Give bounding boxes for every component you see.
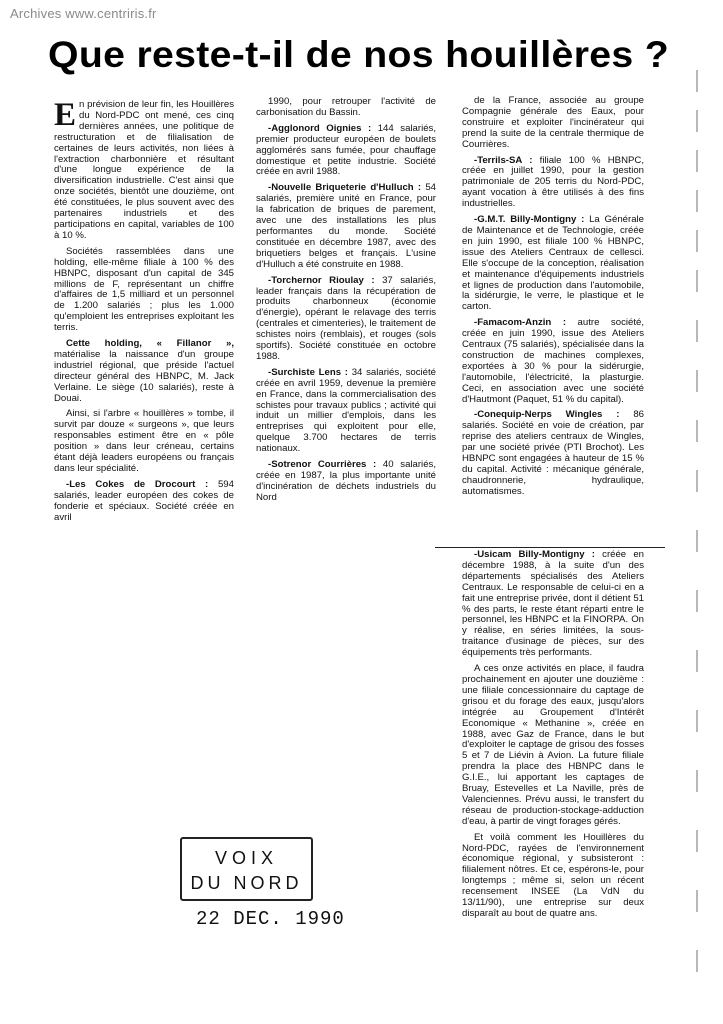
article-paragraph — [462, 410, 644, 497]
company-name-lead: -Torchernor Rioulay : — [268, 274, 375, 286]
article-paragraph — [462, 156, 644, 211]
paragraph-text: 37 salariés, leader français dans la récupération de produits charbonneux (économie d'énergie), opérant le relavage des terris (centrales et cimenteries), le traitement de schistes noirs (remblais), et rouges (sols sportifs). Société constituée en octobre 1988. — [256, 274, 436, 362]
paragraph-text: 34 salariés, société créée en avril 1959, devenue la première en France, dans la commercialisation des schistes pour travaux publics ; activité qui induit un millier d'emplois, dans les entreprises qui exploitent pour elle, quelque 3.700 hectares de terris nationaux. — [256, 366, 436, 455]
margin-mark — [696, 230, 698, 252]
newspaper-stamp — [180, 837, 313, 901]
paragraph-text: Ainsi, si l'arbre « houillères » tombe, il survit par douze « surgeons », que leurs responsables estiment être en « pôle position » dans leur créneau, certains étant déjà leaders européens ou français dans leur spécialité. — [54, 408, 234, 474]
article-column-1 — [54, 97, 234, 524]
paragraph-text: 54 salariés, première unité en France, pour la fabrication de briques de parement, avec une des installations les plus performantes du monde. Société constituée en décembre 1987, avec des briquetiers belges et français. L'usine d'Hulluch a été construite en 1988. — [256, 182, 436, 270]
margin-mark — [696, 70, 698, 92]
paragraph-text: La Générale de Maintenance et de Technologie, créée en juin 1990, est filiale 100 % HBNPC, issue des Ateliers Centraux de cellesci. Elle s'occupe de la conception, réalisation et maintenance d'équipements industriels et lignes de production dans l'automobile, la sidérurgie, le verre, le plastique et le carton. — [462, 214, 644, 313]
margin-mark — [696, 270, 698, 292]
article-column-3 — [462, 96, 644, 498]
company-name-lead: -Nouvelle Briqueterie d'Hulluch : — [268, 182, 422, 194]
paragraph-text: 1990, pour retrouper l'activité de carbonisation du Bassin. — [256, 96, 436, 118]
paragraph-text: créée en décembre 1988, à la suite d'un des départements spécialisés des Ateliers Centraux. Le responsable de celui-ci en a fait une entreprise privée, dont il détient 51 % des parts, le reste étant réparti entre le personnel, les HBNPC et la FINORPA. On y réalise, en séries limitées, la sous-traitance d'usinage de pièces, sur des équipements très performants. — [462, 549, 644, 659]
drop-cap-letter: E — [54, 97, 77, 133]
paragraph-text: filiale 100 % HBNPC, créée en juillet 1990, pour la gestion patrimoniale de 205 terris du Nord-PDC, ayant vocation à être utilisés à des fins industrielles. — [462, 154, 645, 210]
margin-mark — [696, 470, 698, 492]
company-name-lead: Cette holding, « Fillanor », — [66, 338, 234, 350]
company-name-lead: -Famacom-Anzin : — [474, 317, 567, 329]
margin-mark — [696, 830, 698, 852]
paragraph-text: matérialise la naissance d'un groupe industriel régional, que préside l'actuel directeur général des HBNPC, M. Jack Verlaine. Le siège (10 salariés), reste à Douai. — [54, 348, 234, 404]
paragraph-text: 40 salariés, créée en 1987, la plus importante unité d'incinération de déchets industriels du Nord — [256, 459, 436, 503]
article-column-3-continued — [462, 550, 644, 920]
company-name-lead: -Les Cokes de Drocourt : — [66, 478, 209, 490]
paragraph-text: 144 salariés, premier producteur européen de boulets agglomérés sans fumée, pour chauffage domestique et petite industrie. Société créée en avril 1988. — [256, 122, 436, 178]
company-name-lead: -Agglonord Oignies : — [268, 122, 372, 134]
margin-mark — [696, 420, 698, 442]
margin-mark — [696, 650, 698, 672]
margin-mark — [696, 530, 698, 552]
article-paragraph — [256, 460, 436, 504]
article-paragraph — [54, 409, 234, 474]
paragraph-text: 86 salariés. Société en voie de création, par reprise des ateliers centraux de Wingles, par une société privée (PTI Brochot). Les HBNPC sont engagées à hauteur de 15 % du capital. Activité : mécanique générale, chaudronnerie, hydraulique, automatismes. — [462, 409, 644, 497]
margin-mark — [696, 590, 698, 612]
margin-mark — [696, 770, 698, 792]
article-paragraph — [54, 97, 234, 242]
paragraph-text: de la France, associée au groupe Compagnie générale des Eaux, pour construire et exploiter l'incinérateur qui prend la suite de la centrale thermique de Courrières. — [462, 95, 644, 150]
margin-mark — [696, 110, 698, 132]
margin-mark — [696, 710, 698, 732]
company-name-lead: -Usicam Billy-Montigny : — [474, 549, 595, 560]
stamp-date: 22 DEC. 1990 — [196, 908, 345, 930]
article-paragraph — [462, 833, 644, 920]
paragraph-text: Et voilà comment les Houillères du Nord-PDC, rayées de l'environnement économique régional, y subsisteront : filialement nôtres. Et ce, espérons-le, pour longtemps ; même si, selon un récent recensement INSEE (La VdN du 13/11/90), une entreprise sur deux disparaît au bout de quatre ans. — [462, 831, 644, 919]
article-column-2 — [256, 97, 436, 504]
paragraph-text: n prévision de leur fin, les Houillères du Nord-PDC ont mené, ces cinq dernières années, une politique de restructuration et de filialisation de certaines de leurs activités, non liées à l'extraction charbonnière et résultant d'une longue expérience de la diversification industrielle. C'est ainsi que onze sociétés, bientôt une douzième, ont été constituées, le plus souvent avec des partenaires industriels et des participations en capital, variables de 100 à 10 %. — [54, 99, 234, 241]
stamp-line-1: VOIX — [214, 848, 278, 868]
article-paragraph — [256, 183, 436, 270]
company-name-lead: -G.M.T. Billy-Montigny : — [474, 214, 585, 226]
paragraph-text: autre société, créée en juin 1990, issue des Ateliers Centraux (75 salariés), spécialisée dans la construction de machines complexes, exportées à 30 % pour la sidérurgie, l'automobile, l'électricité, la plasturgie. Ceci, en association avec une société d'Hautmont (Paquet, 51 % du capital). — [462, 317, 644, 405]
article-paragraph — [462, 550, 644, 659]
article-paragraph — [54, 247, 234, 334]
article-paragraph — [256, 276, 436, 363]
margin-mark — [696, 950, 698, 972]
company-name-lead: -Terrils-SA : — [474, 154, 533, 166]
margin-mark — [696, 370, 698, 392]
margin-mark — [696, 320, 698, 342]
article-paragraph — [54, 339, 234, 404]
paragraph-text: Sociétés rassemblées dans une holding, elle-même filiale à 100 % des HBNPC, disposant d'un capital de 345 millions de F, représentant un chiffre d'affaires de 1,5 milliard et un personnel de 1.200 salariés ; plus les 1.000 qu'emploient les entreprises exploitant les terris. — [54, 245, 234, 334]
article-paragraph — [462, 664, 644, 828]
company-name-lead: -Surchiste Lens : — [268, 366, 348, 378]
article-paragraph — [256, 124, 436, 179]
stamp-line-2: DU NORD — [190, 873, 303, 893]
margin-mark — [696, 190, 698, 212]
company-name-lead: -Sotrenor Courrières : — [268, 459, 377, 471]
margin-mark — [696, 890, 698, 912]
scan-margin-marks — [692, 30, 706, 1020]
article-headline: Que reste-t-il de nos houillères ? — [48, 34, 670, 75]
archive-watermark: Archives www.centriris.fr — [10, 6, 157, 21]
paragraph-text: A ces onze activités en place, il faudra prochainement en ajouter une douzième : une filiale concessionnaire du captage de grisou et du forage des eaux, jusqu'alors intégrée au Groupement d'Intérêt Economique « Methanine », créée en 1988, avec Gaz de France, dans le but d'exploiter le captage de grisou des fosses 5 et 7 de Liévin à Avion. La future filiale prendra la place des HBNPC dans le G.I.E., lui apportant les captages de Bruay, Estevelles et La Naville, près de Valenciennes. Prévu aussi, le transfert du réseau de production-stockage-adduction d'eau, à partir de vingt forages gérés. — [462, 663, 644, 827]
article-paragraph — [462, 96, 644, 151]
article-paragraph — [256, 97, 436, 119]
company-name-lead: -Conequip-Nerps Wingles : — [474, 409, 620, 421]
paragraph-text: 594 salariés, leader européen des cokes de fonderie et spéciaux. Société créée en avril — [54, 478, 234, 523]
article-paragraph — [462, 318, 644, 405]
article-paragraph — [256, 368, 436, 455]
margin-mark — [696, 150, 698, 172]
article-paragraph — [54, 480, 234, 524]
column-divider-rule — [435, 547, 665, 548]
article-paragraph — [462, 215, 644, 313]
